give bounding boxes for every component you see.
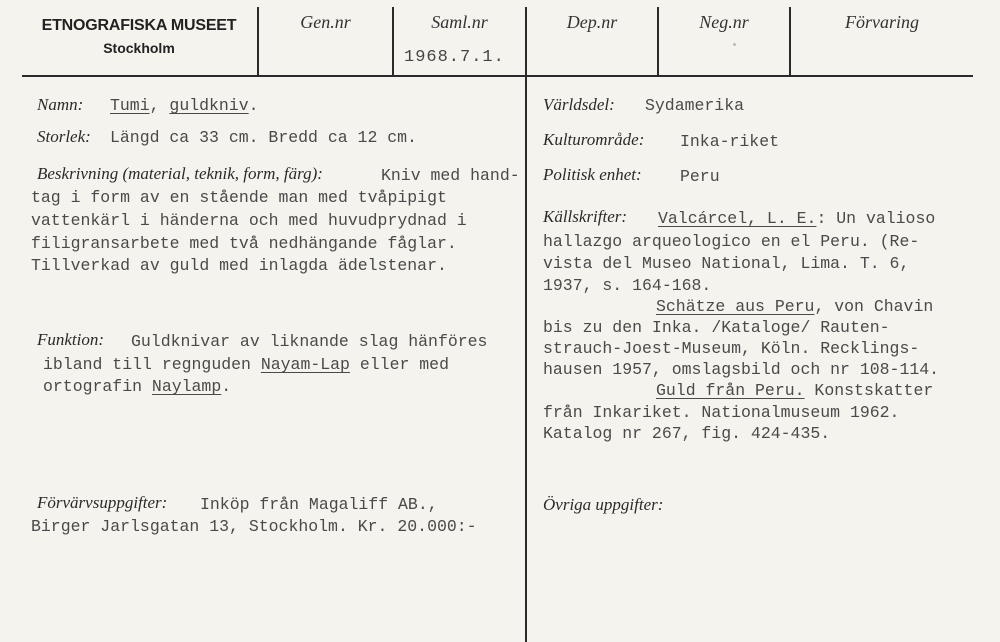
kallskrifter-label: Källskrifter: <box>543 207 628 226</box>
namn-label: Namn: <box>37 95 84 114</box>
kallskrifter-first-rest: : Un valioso <box>816 209 936 228</box>
valcarcel-author: Valcárcel, L. E. <box>658 209 817 228</box>
namn-end: . <box>248 96 259 115</box>
ref3-rest: Konstskatter <box>804 381 934 400</box>
beskrivning-first: Kniv med hand- <box>381 166 520 185</box>
schatze-title: Schätze aus Peru <box>656 297 815 316</box>
body-center-divider <box>525 77 527 642</box>
politisk-label: Politisk enhet: <box>543 165 642 184</box>
header-gen-nr: Gen.nr <box>300 12 351 32</box>
naylamp: Naylamp <box>151 377 222 396</box>
header-forvaring: Förvaring <box>845 12 919 32</box>
museum-city: Stockholm <box>103 40 175 56</box>
storlek-label: Storlek: <box>37 127 91 146</box>
politisk-value: Peru <box>680 167 720 186</box>
funktion-line-3-pre: ortografin <box>43 377 152 396</box>
ref3-line: Katalog nr 267, fig. 424-435. <box>543 424 831 443</box>
funktion-line-3-post: . <box>221 377 232 396</box>
neg-nr-mark <box>733 43 736 46</box>
funktion-line-2-pre: ibland till regnguden <box>43 355 261 374</box>
namn-value-1: Tumi <box>110 96 150 115</box>
ref2-line: bis zu den Inka. /Kataloge/ Rauten- <box>543 318 890 337</box>
funktion-line-2 <box>43 355 449 374</box>
funktion-first: Guldknivar av liknande slag hänföres <box>131 332 488 351</box>
beskrivning-line: vattenkärl i händerna och med huvudprydnad i <box>31 211 467 230</box>
storlek-value: Längd ca 33 cm. Bredd ca 12 cm. <box>110 128 417 147</box>
kallskrifter-first <box>658 209 935 228</box>
namn-value-2: guldkniv <box>169 96 249 115</box>
ovriga-label: Övriga uppgifter: <box>543 495 664 514</box>
guld-fran-peru-title: Guld från Peru. <box>656 381 805 400</box>
beskrivning-line: Tillverkad av guld med inlagda ädelstenar. <box>31 256 447 275</box>
header-dep-nr: Dep.nr <box>566 12 618 32</box>
saml-nr-value: 1968.7.1. <box>404 48 505 67</box>
ref2-first <box>656 297 933 316</box>
header-saml-nr: Saml.nr <box>431 12 488 32</box>
museum-block <box>22 16 256 58</box>
funktion-line-2-post: eller med <box>349 355 449 374</box>
funktion-line-3 <box>43 377 231 396</box>
ref3-line: från Inkariket. Nationalmuseum 1962. <box>543 403 900 422</box>
ref2-rest: , von Chavin <box>814 297 934 316</box>
museum-name: ETNOGRAFISKA MUSEET <box>41 17 237 34</box>
ref2-line: strauch-Joest-Museum, Köln. Recklings- <box>543 339 920 358</box>
kallskrifter-line: 1937, s. 164-168. <box>543 276 712 295</box>
kallskrifter-line: vista del Museo National, Lima. T. 6, <box>543 254 910 273</box>
forvarv-first: Inköp från Magaliff AB., <box>200 495 438 514</box>
varldsdel-label: Världsdel: <box>543 95 615 114</box>
kallskrifter-line: hallazgo arqueologico en el Peru. (Re- <box>543 232 920 251</box>
ref2-line: hausen 1957, omslagsbild och nr 108-114. <box>543 360 940 379</box>
beskrivning-label: Beskrivning (material, teknik, form, färg): <box>37 164 323 183</box>
varldsdel-value: Sydamerika <box>645 96 745 115</box>
kulturomrade-label: Kulturområde: <box>543 130 645 149</box>
forvarv-label: Förvärvsuppgifter: <box>37 493 168 512</box>
namn-sep: , <box>149 96 170 115</box>
beskrivning-line: tag i form av en stående man med tvåpipigt <box>31 188 447 207</box>
nayam-lap: Nayam-Lap <box>260 355 350 374</box>
header-bottom-rule <box>22 75 973 77</box>
funktion-label: Funktion: <box>37 330 105 349</box>
namn-value <box>110 96 259 115</box>
kulturomrade-value: Inka-riket <box>680 132 780 151</box>
ref3-first <box>656 381 933 400</box>
forvarv-line-2: Birger Jarlsgatan 13, Stockholm. Kr. 20.000:- <box>31 517 477 536</box>
beskrivning-line: filigransarbete med två nedhängande fåglar. <box>31 234 457 253</box>
header-neg-nr: Neg.nr <box>699 12 749 32</box>
